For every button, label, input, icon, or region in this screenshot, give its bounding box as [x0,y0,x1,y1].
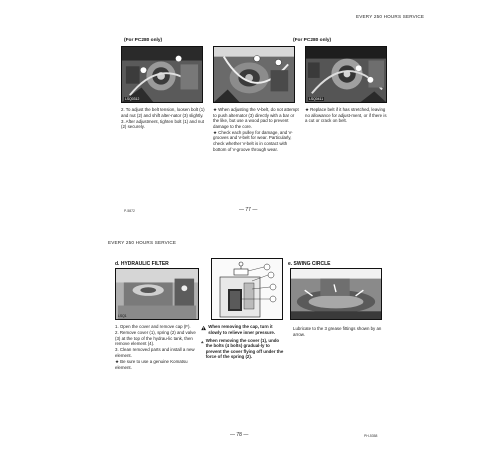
top-label-pc280-left: (For PC280 only) [124,38,163,43]
bottom-step-1: 1. Open the cover and remove cap (F). [115,324,191,329]
top-note-pulley: ★ Check each pulley for damage, and V-grooves and V-belt for wear. Particularly, check whether V-belt is in contact with bottom of V-groove through wear. [213,129,293,152]
top-running-header: EVERY 250 HOURS SERVICE [356,14,425,19]
photo-code-hydraulic: LSQ1 [118,314,127,318]
section-hydraulic-filter-title: d. HYDRAULIC FILTER [115,261,169,267]
photo-code-1: LSQ0312 [125,97,140,101]
bottom-footer-code: PH-5358 [364,434,378,438]
top-footer-code: P-5872 [124,209,135,213]
bottom-step-2: 2. Remove cover (1), spring (2) and valve (3) at the top of the hydrau-lic tank, then remove element (4). [115,330,196,347]
belt-replacement-photo [305,46,387,103]
photo-code-3: LSQ0411 [309,97,324,101]
warning-icon [201,338,204,346]
top-column-2 [213,107,299,153]
top-column-1 [121,107,207,130]
alternator-belt-photo [121,46,203,103]
top-step-3: 3. After adjustment, tighten bolt (1) and nut (2) securely. [121,118,204,130]
bottom-step-3: 3. Clean removed parts and install a new element. [115,347,195,358]
top-column-3 [305,107,389,124]
swing-circle-instruction: Lubricate to the 3 grease fittings shown by an arrow. [293,326,382,337]
bottom-page-number: — 78 — [230,432,249,438]
hydraulic-filter-photo [115,268,199,320]
warning-icon [201,324,206,332]
swing-circle-photo [290,268,382,320]
bottom-column-1 [115,324,197,371]
warning-cap-pressure: When removing the cap, turn it slowly to relieve inner pressure. [208,324,276,335]
top-note-v-belt: ★ When adjusting the V-belt, do not attempt to push alternator (3) directly with a bar or the like, but use a wood pad to prevent damage to the core. [213,107,299,129]
top-step-2: 2. To adjust the belt tension, loosen bolt (1) and nut (2) and shift alter-nator (3) slightly. [121,107,205,118]
bottom-running-header: EVERY 250 HOURS SERVICE [108,240,177,245]
hydraulic-tank-diagram [211,258,283,320]
bottom-column-3 [293,326,385,338]
warning-cover-spring: When removing the cover (1), undo the bolts (4 bolts) gradual-ly to prevent the cover flying off under the force of the spring (2). [205,337,284,360]
bottom-column-2 [201,324,285,361]
top-note-replace-belt: ★ Replace belt if it has stretched, leaving no allowance for adjust-ment, or if there is a cut or crack on belt. [305,107,387,124]
top-page-number: — 77 — [239,207,258,213]
top-label-pc280-right: (For PC280 only) [293,38,332,43]
bottom-note-genuine: ★ Be sure to use a genuine Komatsu element. [115,359,188,370]
v-belt-pulley-photo [213,46,295,103]
section-swing-circle-title: e. SWING CIRCLE [288,261,331,267]
